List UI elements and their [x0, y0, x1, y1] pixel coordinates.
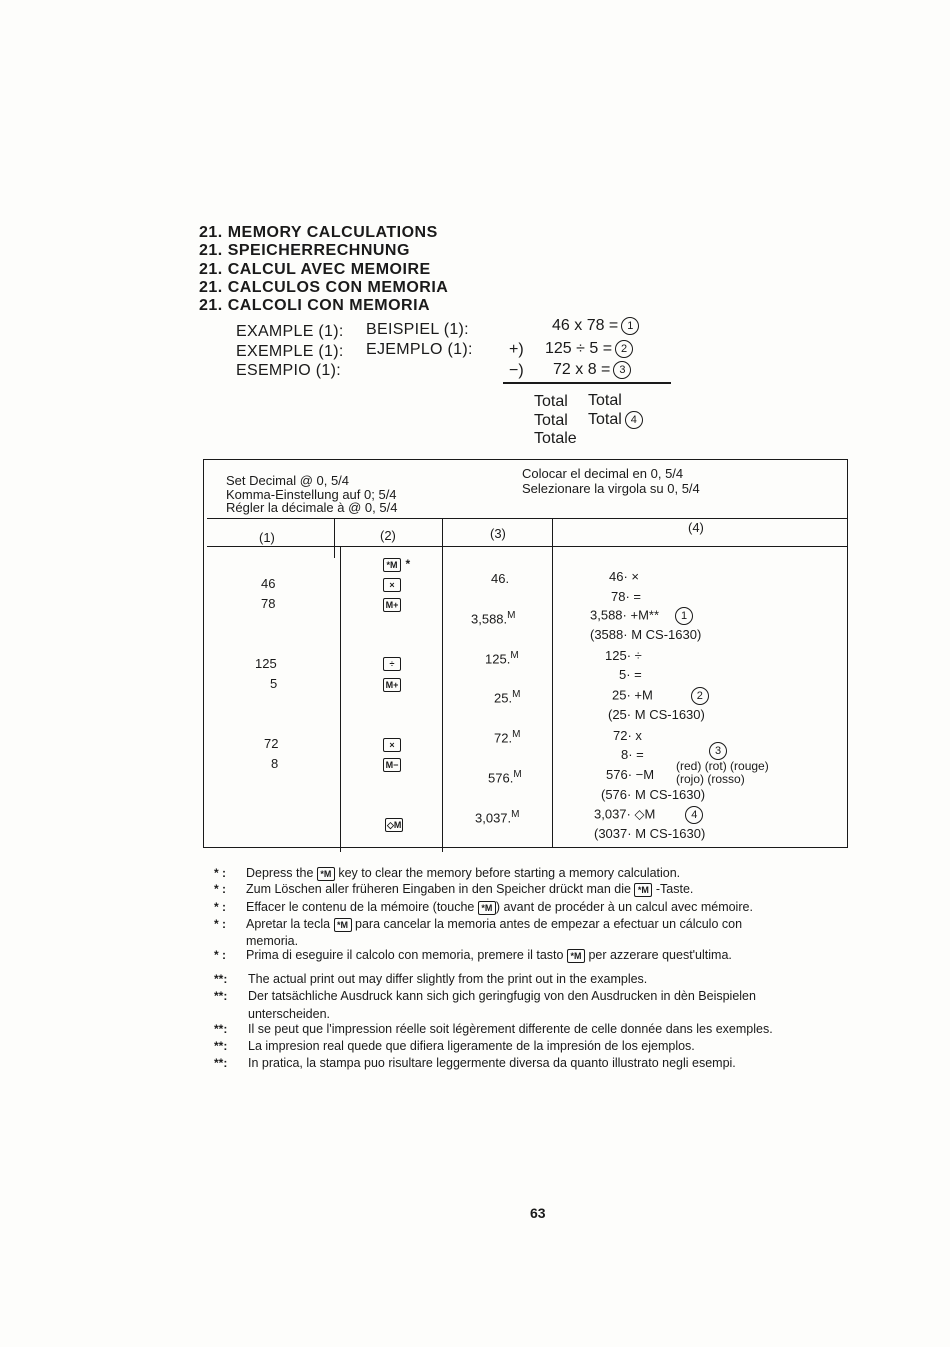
col-header-1: (1): [259, 530, 275, 545]
recall-memory-key-icon: [385, 815, 403, 833]
print-text: CS-1630): [649, 707, 705, 722]
setup-left-2: Komma-Einstellung auf 0; 5/4: [226, 487, 397, 502]
example-label-it: ESEMPIO (1):: [236, 362, 341, 379]
circle-number: 2: [691, 687, 709, 705]
color-row-2: [676, 773, 769, 786]
col-divider-3: [552, 518, 553, 848]
footnote-mark: **:: [214, 1056, 228, 1070]
footnote-mark: * :: [214, 917, 226, 931]
footnote-mark: * :: [214, 948, 226, 962]
display-value: 25.: [494, 690, 513, 706]
heading-fr: 21. CALCUL AVEC MEMOIRE: [199, 261, 431, 278]
entry-46: 46: [261, 576, 276, 591]
print-text: CS-1630): [649, 787, 706, 802]
total-4: [588, 411, 643, 429]
footnote-text: Apretar la tecla: [246, 917, 334, 931]
setup-left-1: Set Decimal @ 0, 5/4: [226, 473, 350, 488]
key-label: *M: [383, 558, 401, 572]
print-line: [608, 707, 705, 722]
sum-rule: [503, 382, 671, 384]
total-5: Totale: [534, 430, 577, 447]
footnote-mark: **:: [214, 989, 228, 1003]
footnote-7: [214, 989, 756, 1003]
page-number: 63: [530, 1205, 546, 1221]
footnote-2: [214, 882, 693, 897]
circle-number: 4: [625, 411, 643, 429]
display-value: 3,588.: [471, 611, 508, 627]
display-3037: [475, 809, 520, 825]
display-value: 72.: [494, 730, 513, 746]
footnote-mark: **:: [214, 1039, 228, 1053]
entry-125: 125: [255, 656, 277, 671]
clear-memory-key-icon: *M: [478, 901, 496, 915]
calc-row-3: [553, 361, 631, 379]
entry-8: 8: [271, 756, 279, 771]
setup-left-3: Régler la décimale à @ 0, 5/4: [226, 500, 398, 515]
col-header-2: (2): [380, 528, 396, 543]
footnote-8: [214, 1022, 773, 1036]
print-line: [590, 607, 693, 625]
key-label: ×: [383, 578, 401, 592]
footnote-6: [214, 972, 647, 986]
print-text: CS-1630): [645, 627, 702, 642]
memory-indicator: M: [507, 610, 516, 621]
clear-memory-key-icon: [383, 555, 410, 573]
heading-it: 21. CALCOLI CON MEMORIA: [199, 297, 431, 314]
col-divider-2: [442, 518, 443, 852]
calc-op-minus: −): [509, 362, 524, 379]
print-line: 5· =: [619, 667, 642, 682]
calc-expr: 72 x 8 =: [553, 361, 611, 379]
footnote-mark: **:: [214, 1022, 228, 1036]
memory-indicator: M: [634, 707, 646, 722]
footnote-7-cont: unterscheiden.: [248, 1007, 331, 1021]
footnote-text: Prima di eseguire il calcolo con memoria, premere il tasto: [246, 948, 567, 962]
clear-memory-key-icon: *M: [317, 867, 335, 881]
footnote-text: Il se peut que l'impression réelle soit légèrement differente de celle donnée dans les exemples.: [248, 1022, 773, 1036]
circle-number: 2: [615, 340, 633, 358]
circle-number: 4: [685, 806, 703, 824]
footnote-text: per azzerare quest'ultima.: [584, 948, 732, 962]
print-line: 78· =: [611, 589, 641, 604]
circle-number: 1: [675, 607, 693, 625]
memory-minus-key-icon: [383, 755, 401, 773]
col-divider-1b: [340, 546, 341, 852]
key-label: ×: [383, 738, 401, 752]
memory-indicator: M: [512, 729, 521, 740]
color-red-en: (red): [676, 759, 702, 773]
print-text: (3588·: [590, 627, 632, 642]
setup-right-1: Colocar el decimal en 0, 5/4: [522, 466, 684, 481]
footnote-text: key to clear the memory before starting a memory calculation.: [334, 866, 681, 880]
circle-3: [706, 742, 727, 760]
total-2: Total: [588, 392, 622, 409]
footnote-5: [214, 948, 732, 963]
header-rule-bottom: [207, 546, 847, 547]
display-25: [494, 689, 520, 705]
divide-key-icon: [383, 654, 401, 672]
display-46: 46.: [491, 571, 510, 586]
display-125: [485, 650, 519, 666]
clear-memory-key-icon: *M: [634, 883, 652, 897]
total-3: Total: [534, 412, 568, 429]
clear-memory-key-icon: *M: [334, 918, 352, 932]
footnote-1: [214, 866, 680, 881]
memory-indicator: M: [513, 769, 522, 780]
col-header-3: (3): [490, 526, 506, 541]
color-red-es: (rojo): [676, 772, 705, 786]
footnote-text: La impresion real quede que difiera ligeramente de la impresión de los ejemplos.: [248, 1039, 695, 1053]
calc-op-plus: +): [509, 341, 524, 358]
footnote-4: [214, 917, 742, 932]
footnote-4-cont: memoria.: [246, 934, 299, 948]
print-text: (25·: [608, 707, 635, 722]
footnote-text: ) avant de procéder à un calcul avec mémoire.: [495, 900, 753, 914]
footnote-mark: * :: [214, 866, 226, 880]
footnote-text: Zum Löschen aller früheren Eingaben in den Speicher drückt man die: [246, 882, 635, 896]
display-3588: [471, 610, 516, 626]
display-value: 3,037.: [475, 810, 512, 826]
setup-right-2: Selezionare la virgola su 0, 5/4: [522, 481, 700, 496]
total-text: Total: [588, 411, 622, 429]
circle-number: 3: [709, 742, 727, 760]
print-line: [594, 826, 705, 841]
footnote-3: [214, 900, 753, 915]
footnote-10: [214, 1056, 736, 1070]
footnote-mark: * :: [214, 882, 226, 896]
print-text: 25· +M: [612, 687, 653, 703]
heading-es: 21. CALCULOS CON MEMORIA: [199, 279, 449, 296]
example-label-es: EJEMPLO (1):: [366, 341, 473, 358]
print-line: 8· =: [621, 747, 644, 762]
print-line: 72· x: [613, 728, 642, 743]
print-line: [590, 627, 701, 642]
entry-5: 5: [270, 676, 278, 691]
memory-indicator: M: [510, 650, 519, 661]
circle-number: 1: [621, 317, 639, 335]
footnote-mark: * :: [214, 900, 226, 914]
display-value: 576.: [488, 770, 514, 786]
print-line: [594, 806, 703, 824]
print-text: (576·: [601, 787, 635, 802]
calc-expr: 125 ÷ 5 =: [545, 340, 613, 358]
memory-plus-key-icon: [383, 675, 401, 693]
col-header-4: (4): [688, 520, 704, 535]
col-divider-1: [334, 518, 335, 558]
entry-72: 72: [264, 736, 279, 751]
print-line: 46· ×: [609, 569, 639, 584]
header-rule-top: [207, 518, 847, 519]
color-red-de: (rot): [704, 759, 727, 773]
memory-indicator: M: [631, 627, 643, 642]
key-label: M+: [383, 678, 401, 692]
color-note: [676, 760, 769, 786]
example-label-de: BEISPIEL (1):: [366, 321, 469, 338]
print-line: 576· −M: [606, 767, 655, 782]
memory-indicator: M: [511, 809, 520, 820]
key-label: M−: [383, 758, 401, 772]
calc-row-1: [552, 317, 639, 335]
print-text: (3037·: [594, 826, 636, 841]
heading-en: 21. MEMORY CALCULATIONS: [199, 224, 438, 241]
print-text: CS-1630): [649, 826, 706, 841]
footnote-9: [214, 1039, 695, 1053]
memory-indicator: M: [512, 689, 521, 700]
footnote-text: para cancelar la memoria antes de empezar a efectuar un cálculo con: [351, 917, 743, 931]
calc-expr: 46 x 78 =: [552, 317, 619, 335]
key-label: M+: [383, 598, 401, 612]
display-value: 125.: [485, 651, 511, 667]
print-text: 3,588· +M**: [590, 607, 660, 623]
multiply-key-icon: [383, 575, 401, 593]
footnote-mark: **:: [214, 972, 228, 986]
color-red-it: (rosso): [707, 772, 745, 786]
example-label-fr: EXEMPLE (1):: [236, 343, 344, 360]
color-red-fr: (rouge): [730, 759, 769, 773]
print-line: [612, 687, 709, 705]
display-576: [488, 769, 522, 785]
print-line: [601, 787, 705, 802]
heading-de: 21. SPEICHERRECHNUNG: [199, 242, 410, 259]
footnote-text: Effacer le contenu de la mémoire (touche: [246, 900, 478, 914]
memory-indicator: M: [634, 787, 646, 802]
print-text: 3,037· ◇M: [594, 806, 656, 822]
footnote-text: In pratica, la stampa puo risultare leggermente diversa da quanto illustrato negli esempi.: [248, 1056, 736, 1070]
clear-memory-key-icon: *M: [567, 949, 585, 963]
total-1: Total: [534, 393, 568, 410]
footnote-text: Depress the: [246, 866, 317, 880]
footnote-star: *: [405, 557, 411, 571]
footnote-text: Der tatsächliche Ausdruck kann sich gich geringfugig von den Ausdrucken in dèn Beispielen: [248, 989, 756, 1003]
footnote-text: -Taste.: [652, 882, 694, 896]
circle-number: 3: [613, 361, 631, 379]
memory-indicator: M: [635, 826, 647, 841]
footnote-text: The actual print out may differ slightly from the print out in the examples.: [248, 972, 648, 986]
display-72: [494, 729, 520, 745]
print-line: 125· ÷: [605, 648, 642, 663]
key-label: ◇M: [387, 820, 402, 830]
key-label: ÷: [383, 657, 401, 671]
calc-row-2: [545, 340, 633, 358]
example-label-en: EXAMPLE (1):: [236, 323, 344, 340]
memory-plus-key-icon: [383, 595, 401, 613]
multiply-key-icon: [383, 735, 401, 753]
entry-78: 78: [261, 596, 276, 611]
